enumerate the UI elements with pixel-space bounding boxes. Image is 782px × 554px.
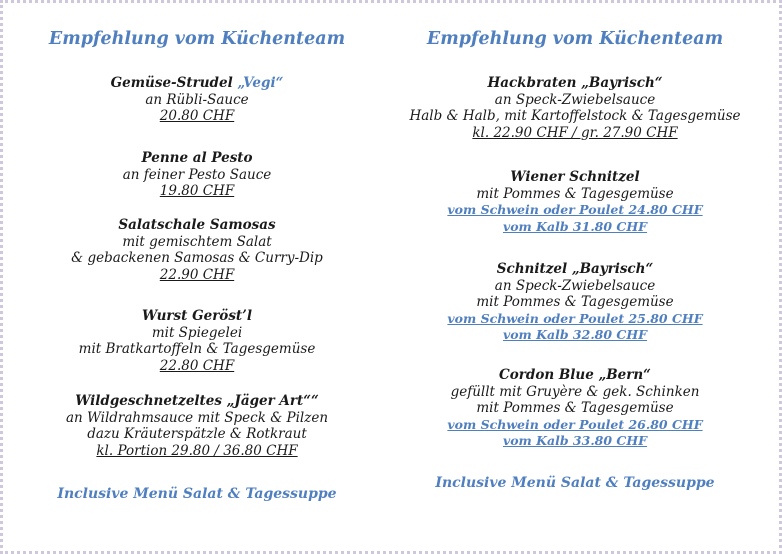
- dish-name: Cordon Blue „Bern“: [499, 367, 651, 383]
- dish-item: [9, 308, 385, 374]
- dish-name: Wiener Schnitzel: [510, 169, 640, 185]
- dish-description: mit Pommes & Tagesgemüse: [476, 400, 674, 417]
- price-option-link[interactable]: vom Schwein oder Poulet 25.80 CHF: [447, 310, 703, 326]
- dish-item: [9, 75, 385, 125]
- dish-description: mit Pommes & Tagesgemüse: [476, 185, 674, 202]
- dish-item: [387, 169, 763, 235]
- dish-description: dazu Kräuterspätzle & Rotkraut: [87, 426, 307, 443]
- dish-item: [387, 261, 763, 344]
- dish-price: 20.80 CHF: [159, 108, 235, 125]
- dish-price: kl. 22.90 CHF / gr. 27.90 CHF: [472, 124, 678, 141]
- dish-name: Schnitzel „Bayrisch“: [496, 261, 654, 277]
- dish-description: an Speck-Zwiebelsauce: [494, 91, 656, 108]
- dish-description: an Rübli-Sauce: [145, 91, 249, 108]
- price-option-link[interactable]: vom Kalb 32.80 CHF: [502, 327, 648, 343]
- dish-item: [9, 393, 385, 459]
- dish-description: mit Bratkartoffeln & Tagesgemüse: [78, 341, 316, 358]
- price-option-link[interactable]: vom Kalb 33.80 CHF: [502, 433, 648, 449]
- column-heading: Empfehlung vom Küchenteam: [426, 29, 724, 49]
- dish-name: Penne al Pesto: [141, 150, 253, 166]
- dish-description: mit Spiegelei: [151, 324, 243, 341]
- dish-description: an Wildrahmsauce mit Speck & Pilzen: [65, 409, 329, 426]
- dish-name: Wildgeschnetzeltes „Jäger Art““: [75, 393, 319, 409]
- menu-footer-note: Inclusive Menü Salat & Tagessuppe: [57, 486, 337, 502]
- dish-description: an feiner Pesto Sauce: [122, 166, 272, 183]
- dish-description: & gebackenen Samosas & Curry-Dip: [71, 250, 323, 267]
- dish-name: Wurst Geröst’l: [142, 308, 252, 324]
- price-option-link[interactable]: vom Schwein oder Poulet 24.80 CHF: [447, 202, 703, 218]
- dish-description: mit Pommes & Tagesgemüse: [476, 294, 674, 311]
- dish-description: gefüllt mit Gruyère & gek. Schinken: [450, 383, 700, 400]
- price-option-link[interactable]: vom Kalb 31.80 CHF: [502, 218, 648, 234]
- dish-price: 22.80 CHF: [159, 357, 235, 374]
- dish-name: Hackbraten „Bayrisch“: [487, 75, 663, 91]
- dish-name: Gemüse-Strudel: [110, 75, 238, 91]
- dish-item: [9, 150, 385, 200]
- dish-price: 22.90 CHF: [159, 266, 235, 283]
- dish-price: 19.80 CHF: [159, 183, 235, 200]
- dish-description: an Speck-Zwiebelsauce: [494, 277, 656, 294]
- dish-description: mit gemischtem Salat: [122, 233, 272, 250]
- dish-name: Salatschale Samosas: [118, 217, 276, 233]
- dish-price: kl. Portion 29.80 / 36.80 CHF: [96, 442, 298, 459]
- dish-item: [387, 367, 763, 450]
- menu-footer-note: Inclusive Menü Salat & Tagessuppe: [435, 475, 715, 491]
- column-heading: Empfehlung vom Küchenteam: [48, 29, 346, 49]
- dish-item: [387, 75, 763, 141]
- dish-item: [9, 217, 385, 283]
- dish-description: Halb & Halb, mit Kartoffelstock & Tagesgemüse: [409, 108, 741, 125]
- dish-tag: „Vegi“: [237, 75, 284, 91]
- price-option-link[interactable]: vom Schwein oder Poulet 26.80 CHF: [447, 416, 703, 432]
